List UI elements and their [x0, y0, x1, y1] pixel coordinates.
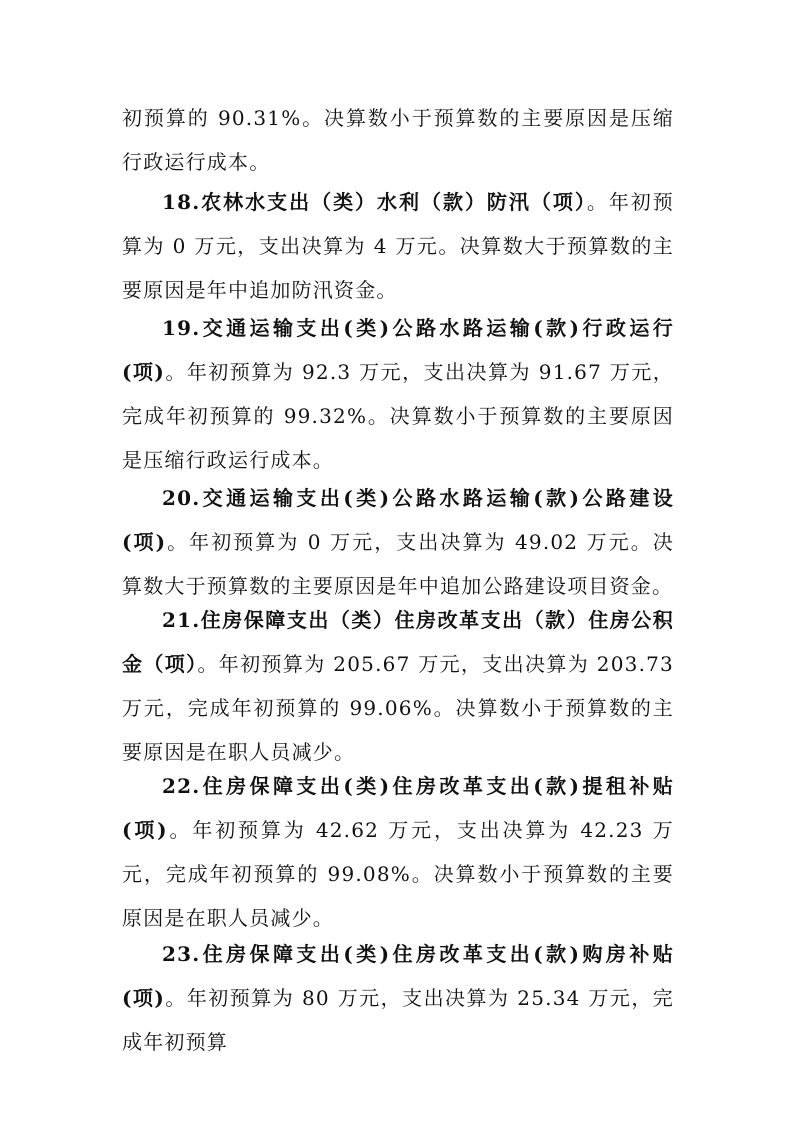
paragraph-23 — [122, 932, 674, 1064]
paragraph-17-continuation — [122, 96, 674, 184]
paragraph-heading: 22.住房保障支出(类)住房改革支出(款)提租补贴(项) — [122, 774, 674, 842]
paragraph-heading: 21.住房保障支出（类）住房改革支出（款）住房公积金（项） — [122, 608, 674, 676]
paragraph-22 — [122, 764, 674, 940]
paragraph-heading: 18.农林水支出（类）水利（款）防汛（项） — [162, 190, 587, 214]
paragraph-text: 。年初预算为 0 万元，支出决算为 4 万元。决算数大于预算数的主要原因是年中追加防汛资金。 — [122, 190, 674, 302]
paragraph-text: 初预算的 90.31%。决算数小于预算数的主要原因是压缩行政运行成本。 — [122, 106, 674, 174]
paragraph-text: 。年初预算为 80 万元，支出决算为 25.34 万元，完成年初预算 — [122, 986, 674, 1054]
paragraph-text: 。年初预算为 42.62 万元，支出决算为 42.23 万元，完成年初预算的 99.08%。决算数小于预算数的主要原因是在职人员减少。 — [122, 818, 674, 930]
paragraph-heading: 19.交通运输支出(类)公路水路运输(款)行政运行(项) — [122, 316, 674, 384]
paragraph-text: 。年初预算为 92.3 万元，支出决算为 91.67 万元，完成年初预算的 99.32%。决算数小于预算数的主要原因是压缩行政运行成本。 — [122, 360, 675, 472]
paragraph-18 — [122, 180, 674, 312]
paragraph-text: 。年初预算为 0 万元，支出决算为 49.02 万元。决算数大于预算数的主要原因是年中追加公路建设项目资金。 — [122, 530, 674, 598]
paragraph-20 — [122, 476, 674, 608]
paragraph-heading: 23.住房保障支出(类)住房改革支出(款)购房补贴(项) — [122, 942, 674, 1010]
paragraph-text: 。年初预算为 205.67 万元，支出决算为 203.73 万元，完成年初预算的 99.06%。决算数小于预算数的主要原因是在职人员减少。 — [122, 652, 674, 764]
paragraph-21 — [122, 598, 674, 774]
paragraph-heading: 20.交通运输支出(类)公路水路运输(款)公路建设(项) — [122, 486, 674, 554]
paragraph-19 — [122, 306, 674, 482]
